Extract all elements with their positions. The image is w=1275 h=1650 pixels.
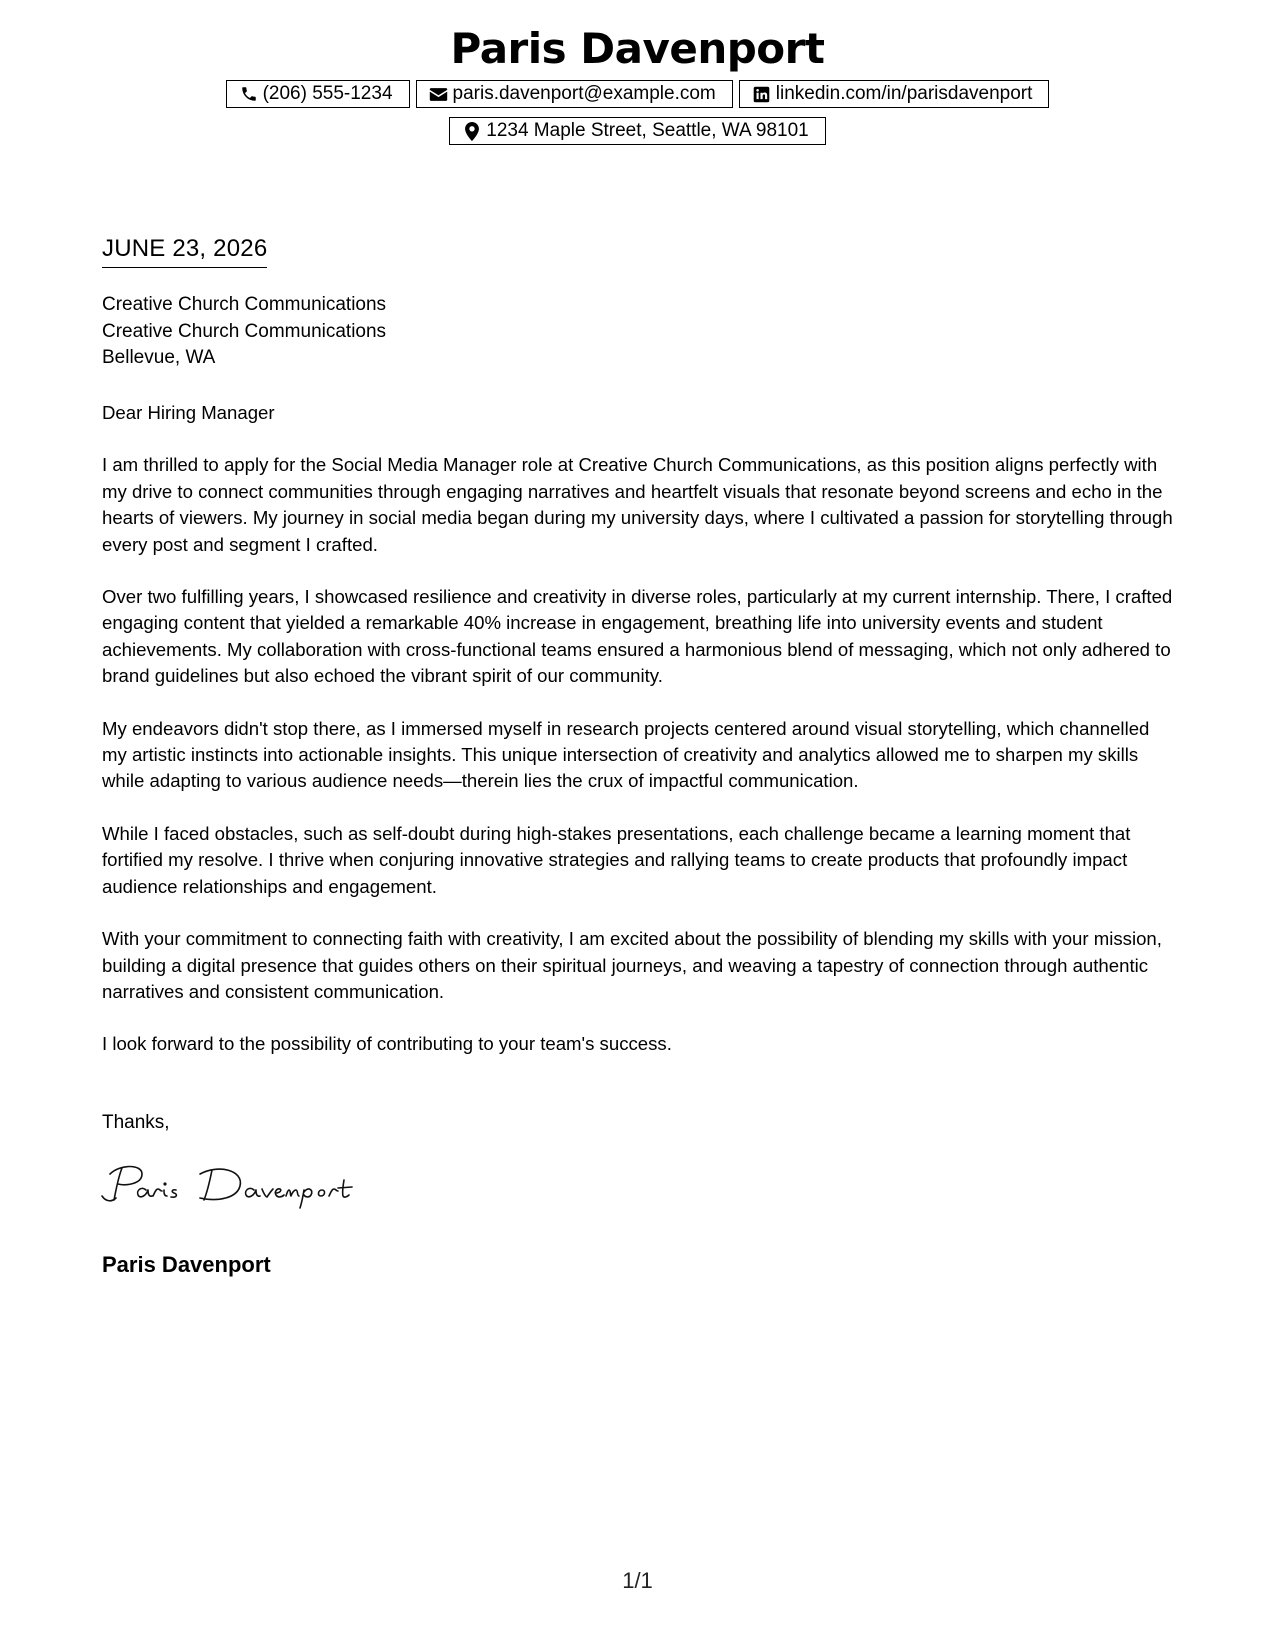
closing-line: Thanks, [102,1112,170,1133]
map-pin-icon [462,121,482,141]
phone-chip[interactable] [226,80,410,108]
phone-icon [239,84,259,104]
recipient-line: Bellevue, WA [102,347,216,368]
signer-name: Paris Davenport [102,1252,271,1277]
email-text: paris.davenport@example.com [452,83,716,104]
linkedin-text: linkedin.com/in/parisdavenport [775,83,1033,104]
recipient-line: Creative Church Communications [102,294,387,315]
body-paragraph: I am thrilled to apply for the Social Media Manager role at Creative Church Communications, as this position aligns perfectly with my drive to connect communities through engaging narratives and heartfelt visuals that resonate beyond screens and echo in the hearts of viewers. My journey in social media began during my university days, where I cultivated a passion for storytelling through every post and segment I crafted. [102,454,1173,555]
contact-row-secondary [0,117,1275,145]
salutation: Dear Hiring Manager [102,402,275,423]
body-paragraph: My endeavors didn't stop there, as I immersed myself in research projects centered around visual storytelling, which channelled my artistic instincts into actionable insights. This unique intersection of creativity and analytics allowed me to sharpen my skills while adapting to various audience needs—therein lies the crux of impactful communication. [102,717,1150,792]
linkedin-chip[interactable] [739,80,1050,108]
recipient-line: Creative Church Communications [102,320,387,342]
envelope-icon [429,84,449,104]
email-chip[interactable] [416,80,733,108]
body-paragraph: I look forward to the possibility of contributing to your team's success. [102,1033,672,1055]
letter-date: JUNE 23, 2026 [102,233,267,268]
contact-row-primary [0,80,1275,108]
recipient-block [102,292,386,372]
phone-text: (206) 555-1234 [262,83,393,104]
linkedin-icon [752,84,772,104]
letter-body [102,400,1177,1084]
body-paragraph: Over two fulfilling years, I showcased resilience and creativity in diverse roles, particularly at my current internship. There, I crafted engaging content that yielded a remarkable 40% increase in engagement, breathing life into university events and student achievements. My collaboration with cross-functional teams ensured a harmonious blend of messaging, which not only adhered to brand guidelines but also echoed the vibrant spirit of our community. [102,586,1173,687]
body-paragraph: With your commitment to connecting faith with creativity, I am excited about the possibility of blending my skills with your mission, building a digital presence that guides others on their spiritual journeys, and weaving a tapestry of connection through authentic narratives and consistent communication. [102,928,1162,1002]
applicant-name-heading: Paris Davenport [450,24,825,73]
page-number: 1/1 [622,1568,653,1593]
body-paragraph: While I faced obstacles, such as self-doubt during high-stakes presentations, each challenge became a learning moment that fortified my resolve. I thrive when conjuring innovative strategies and rallying teams to create products that profoundly impact audience relationships and engagement. [102,822,1131,897]
handwritten-signature [100,1160,370,1210]
address-text: 1234 Maple Street, Seattle, WA 98101 [486,120,809,141]
address-chip[interactable] [449,117,826,145]
